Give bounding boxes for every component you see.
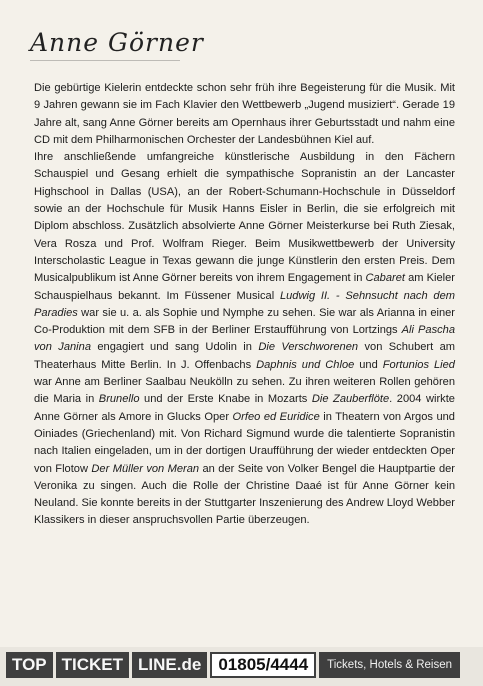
biography-text (34, 80, 455, 530)
text-run: von Schubert am Theaterhaus Mitte Berlin. In J. Offenbachs (34, 341, 455, 371)
text-run: Ihre anschließende umfangreiche künstlerische Ausbildung in den Fächern Schauspiel und Gesang erhielt die sympathische Sopranistin an der Lancaster Highschool in Dallas (USA), an der Robert-Schumann-Hochschule in Düsseldorf sowie an der Hochschule für Musik Hanns Eisler in Berlin, die sie erfolgreich mit Diplom abschloss. Zusätzlich absolvierte Anne Görner Meisterkurse bei Ruth Ziesak, Vera Rosza und Prof. Wolfram Rieger. Beim Musikwettbewerb der University Interscholastic League in Texas gewann die junge Künstlerin den ersten Preis. Dem Musicalpublikum ist Anne Görner bereits von ihrem Engagement in (34, 151, 455, 285)
italic-title: Cabaret (365, 272, 405, 285)
text-run: am Kieler Schauspielhaus bekannt. Im Füssener Musical (34, 272, 455, 302)
title-underline (30, 60, 180, 61)
banner-phone: 01805/4444 (210, 652, 316, 678)
banner-line: LINE.de (132, 652, 207, 678)
italic-title: Ludwig II. - Sehnsucht nach dem Paradies (34, 289, 455, 319)
italic-title: Fortunios Lied (382, 358, 455, 371)
text-run: Die gebürtige Kielerin entdeckte schon sehr früh ihre Begeisterung für die Musik. Mit 9 Jahren gewann sie im Fach Klavier den Wettbewerb „Jugend musiziert“. Gerade 19 Jahre alt, sang Anne Görner bereits am Opernhaus ihrer Geburtsstadt und nahm eine CD mit dem Philharmonischen Orchester der Landesbühnen Kiel auf. (34, 82, 455, 146)
italic-title: Die Zauberflöte (311, 393, 390, 406)
italic-title: Ali Pascha von Janina (34, 324, 455, 354)
text-run: und der Erste Knabe in Mozarts (139, 393, 312, 406)
italic-title: Brunello (98, 393, 140, 406)
text-run: und (354, 358, 383, 371)
italic-title: Der Müller von Meran (91, 462, 200, 475)
italic-title: Die Verschworenen (258, 341, 359, 354)
banner-tagline: Tickets, Hotels & Reisen (319, 652, 460, 678)
text-run: in Theatern von Argos und Oiniades (Griechenland) mit. Von Richard Sigmund wurde die talentierte Sopranistin nach Italien eingeladen, um in der dortigen Uraufführung der wieder entdeckten Oper von Flotow (34, 410, 455, 475)
text-run: an der Seite von Volker Bengel die Hauptpartie der Veronika zu singen. Auch die Rolle der Christine Daaé ist für Anne Görner kein Neuland. Sie konnte bereits in der Stuttgarter Inszenierung des Andrew Lloyd Webber Klassikers in dieser anspruchsvollen Partie überzeugen. (34, 462, 455, 527)
banner-top: TOP (6, 652, 53, 678)
text-run: engagiert und sang Udolin in (90, 341, 259, 354)
paragraph (34, 80, 455, 149)
banner-ticket: TICKET (56, 652, 129, 678)
text-run: war Anne am Berliner Saalbau Neukölln zu sehen. Zu ihren weiteren Rollen gehören die Maria in (34, 376, 455, 406)
paragraph (34, 149, 455, 530)
text-run: . 2004 wirkte Anne Görner als Amore in Glucks Oper (34, 393, 455, 423)
italic-title: Orfeo ed Euridice (232, 410, 320, 423)
text-run: war sie u. a. als Sophie und Nymphe zu sehen. Sie war als Arianna in einer Co-Produktion mit dem SFB in der Berliner Erstaufführung von Lortzings (34, 306, 455, 337)
page-title: Anne Görner (30, 28, 204, 57)
italic-title: Daphnis und Chloe (256, 358, 355, 371)
ticket-banner (6, 652, 460, 678)
